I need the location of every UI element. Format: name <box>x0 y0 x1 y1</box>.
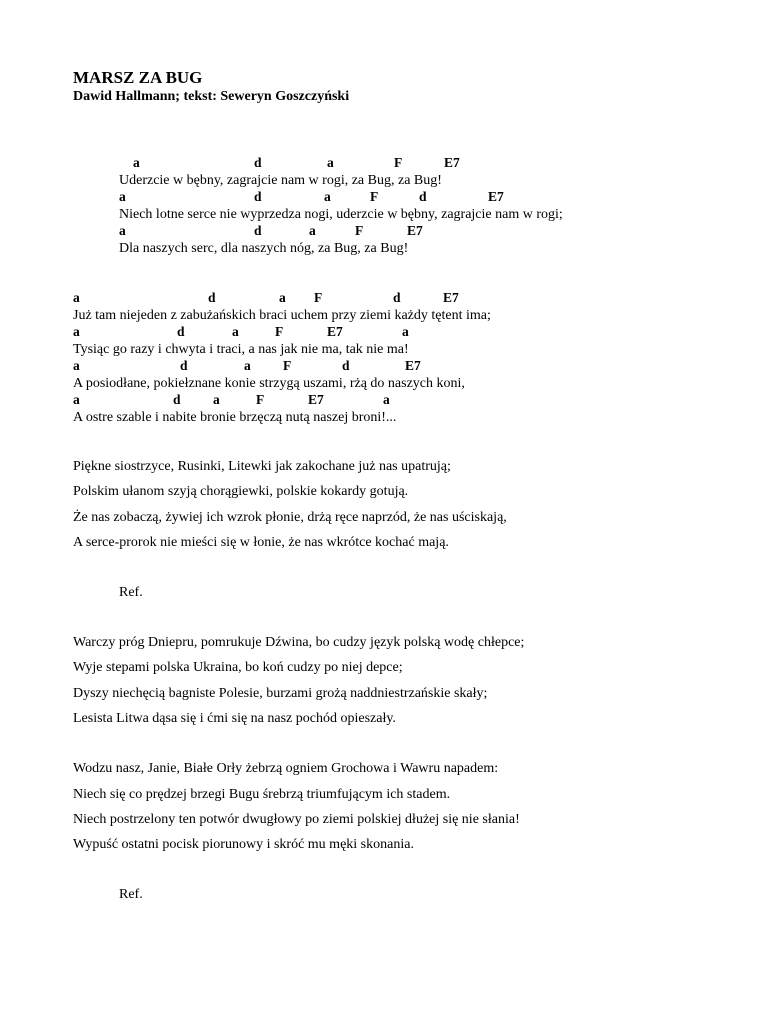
chord: d <box>254 189 262 204</box>
lyric-line: Niech postrzelony ten potwór dwugłowy po ziemi polskiej dłużej się nie słania! <box>73 812 520 827</box>
lyric-line: Wypuść ostatni pocisk piorunowy i skróć mu męki skonania. <box>73 837 414 852</box>
chord: a <box>327 155 334 170</box>
chord: E7 <box>488 189 504 204</box>
lyric-line: Niech lotne serce nie wyprzedza nogi, uderzcie w bębny, zagrajcie nam w rogi; <box>119 207 563 222</box>
chord: F <box>370 189 379 204</box>
lyric-line: A serce-prorok nie mieści się w łonie, że nas wkrótce kochać mają. <box>73 535 449 550</box>
chord: F <box>314 290 323 305</box>
chord: F <box>256 392 265 407</box>
chord: E7 <box>405 358 421 373</box>
lyric-line: Wodzu nasz, Janie, Białe Orły żebrzą ogniem Grochowa i Wawru napadem: <box>73 761 499 776</box>
chord: a <box>73 290 80 305</box>
chord: d <box>254 223 262 238</box>
lyric-line: Niech się co prędzej brzegi Bugu śrebrzą triumfującym ich stadem. <box>73 787 451 802</box>
song-title: MARSZ ZA BUG <box>73 68 203 87</box>
chord: d <box>254 155 262 170</box>
chord: a <box>119 223 126 238</box>
chord: a <box>244 358 251 373</box>
chord: a <box>383 392 390 407</box>
lyric-line: Tysiąc go razy i chwyta i traci, a nas jak nie ma, tak nie ma! <box>73 342 409 357</box>
chord: F <box>275 324 284 339</box>
chord: d <box>342 358 350 373</box>
chord: a <box>119 189 126 204</box>
chord: d <box>393 290 401 305</box>
lyric-line: Uderzcie w bębny, zagrajcie nam w rogi, za Bug, za Bug! <box>119 173 442 188</box>
chord: E7 <box>407 223 423 238</box>
lyric-line: Dla naszych serc, dla naszych nóg, za Bug, za Bug! <box>119 241 409 256</box>
song-credits: Dawid Hallmann; tekst: Seweryn Goszczyński <box>73 89 350 104</box>
chord: a <box>133 155 140 170</box>
chord: F <box>283 358 292 373</box>
chord: a <box>309 223 316 238</box>
lyric-line: Że nas zobaczą, żywiej ich wzrok płonie, drżą ręce naprzód, że nas uściskają, <box>73 510 507 525</box>
chord: a <box>73 324 80 339</box>
chord: a <box>73 392 80 407</box>
lyric-line: Już tam niejeden z zabużańskich braci uchem przy ziemi każdy tętent ima; <box>73 308 491 323</box>
chord: F <box>355 223 364 238</box>
lyric-line: Lesista Litwa dąsa się i ćmi się na nasz pochód opieszały. <box>73 711 396 726</box>
chord: a <box>324 189 331 204</box>
chord: E7 <box>443 290 459 305</box>
refrain-marker: Ref. <box>119 887 143 902</box>
lyric-line: Warczy próg Dniepru, pomrukuje Dźwina, bo cudzy język polską wodę chłepce; <box>73 635 525 650</box>
chord: E7 <box>308 392 324 407</box>
chord: a <box>402 324 409 339</box>
chord: d <box>208 290 216 305</box>
chord: a <box>213 392 220 407</box>
lyric-line: Piękne siostrzyce, Rusinki, Litewki jak zakochane już nas upatrują; <box>73 459 451 474</box>
chord: a <box>232 324 239 339</box>
chord: d <box>173 392 181 407</box>
lyric-line: A posiodłane, pokiełznane konie strzygą uszami, rżą do naszych koni, <box>73 376 465 391</box>
chord: E7 <box>327 324 343 339</box>
chord: d <box>180 358 188 373</box>
chord: d <box>419 189 427 204</box>
lyric-line: A ostre szable i nabite bronie brzęczą nutą naszej broni!... <box>73 410 397 425</box>
lyric-line: Polskim ułanom szyją chorągiewki, polskie kokardy gotują. <box>73 484 409 499</box>
lyric-line: Wyje stepami polska Ukraina, bo koń cudzy po niej depce; <box>73 660 403 675</box>
lyric-line: Dyszy niechęcią bagniste Polesie, burzami grożą naddniestrzańskie skały; <box>73 686 488 701</box>
chord: a <box>73 358 80 373</box>
chord: F <box>394 155 403 170</box>
chord: E7 <box>444 155 460 170</box>
chord: d <box>177 324 185 339</box>
chord: a <box>279 290 286 305</box>
refrain-marker: Ref. <box>119 585 143 600</box>
